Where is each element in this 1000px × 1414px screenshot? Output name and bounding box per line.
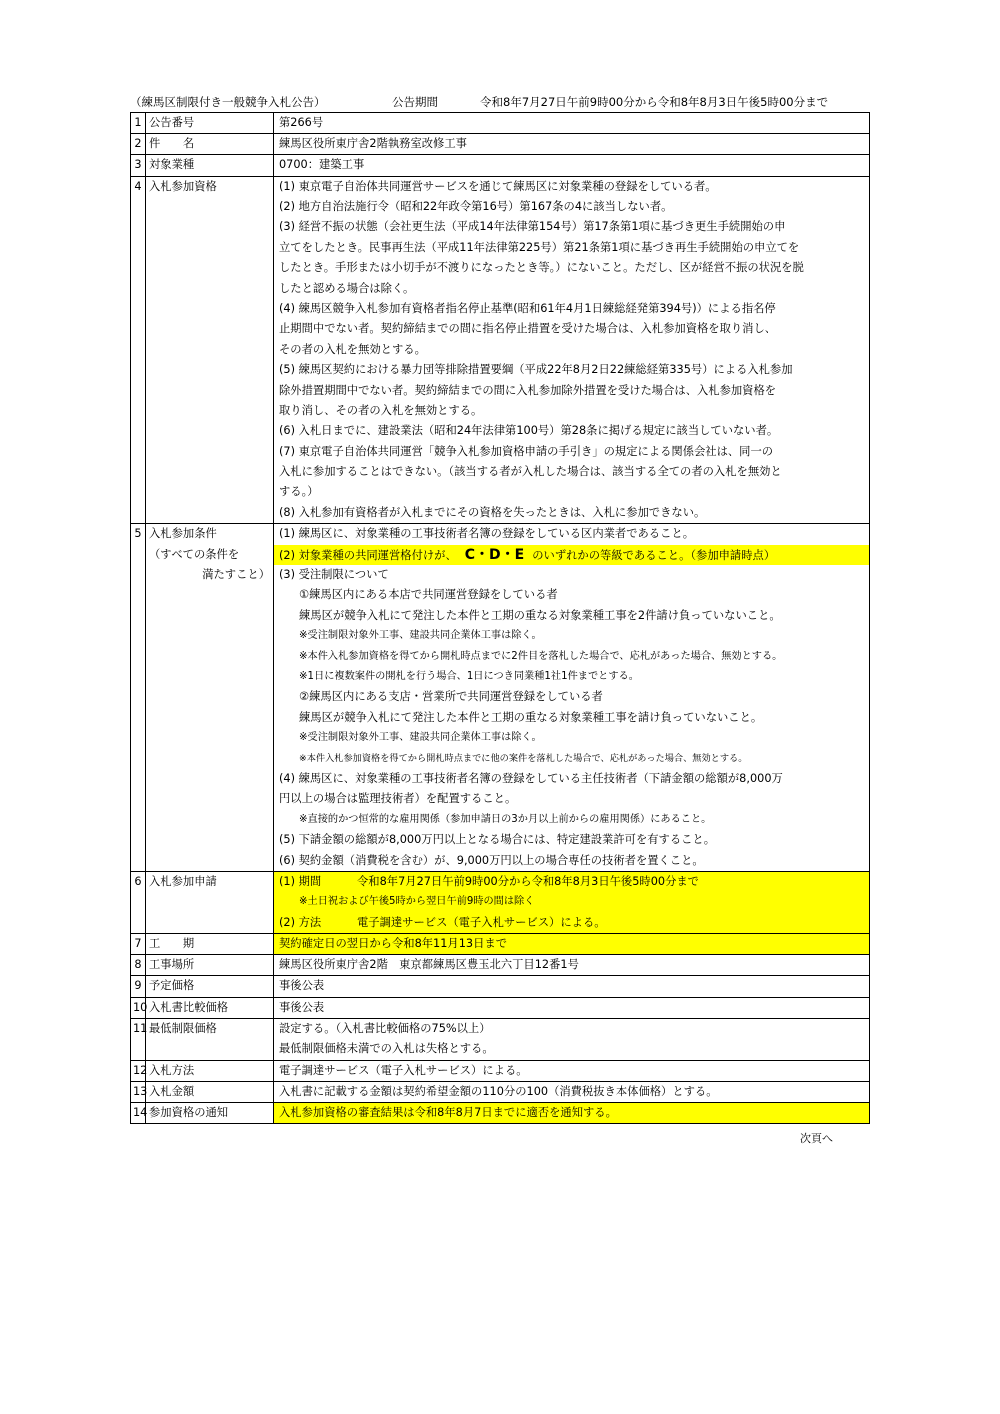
row-number: 6	[131, 871, 146, 933]
qualification-line: したとき。手形または小切手が不渡りになったとき等。）にないこと。ただし、区が経営不振の状況を脱	[279, 261, 804, 275]
row-value: 練馬区役所東庁舎2階 東京都練馬区豊玉北六丁目12番1号	[274, 955, 870, 976]
row-item: 入札方法	[146, 1060, 274, 1081]
table-row	[131, 524, 870, 872]
qualification-line: 止期間中でない者。契約締結までの間に指名停止措置を受けた場合は、入札参加資格を取り消し、	[279, 322, 777, 336]
condition-list	[274, 524, 870, 872]
notice-title: （練馬区制限付き一般競争入札公告）	[130, 95, 326, 109]
table-row	[131, 1081, 870, 1102]
application-method-label: (2) 方法	[279, 915, 322, 929]
row-value: 0700：建築工事	[274, 155, 870, 176]
min-price-line: 設定する。（入札書比較価格の75%以上）	[279, 1021, 491, 1035]
grade-condition	[274, 545, 869, 565]
table-row	[131, 934, 870, 955]
application-method	[279, 913, 864, 933]
condition-line: (5) 下請金額の総額が8,000万円以上となる場合には、特定建設業許可を有すること。	[279, 833, 716, 847]
row-item: 入札参加資格	[146, 176, 274, 524]
row-item: 対象業種	[146, 155, 274, 176]
row-number: 5	[131, 524, 146, 872]
row-item: 予定価格	[146, 976, 274, 997]
condition-line: (3) 受注制限について	[279, 568, 389, 582]
application-period	[279, 872, 864, 892]
condition-line: のいずれかの等級であること。（参加申請時点）	[532, 548, 776, 562]
condition-note: ※受注制限対象外工事、建設共同企業体工事は除く。	[299, 630, 542, 642]
row-value: 入札参加資格の審査結果は令和8年8月7日までに適否を通知する。	[274, 1103, 870, 1124]
row-number: 9	[131, 976, 146, 997]
table-row	[131, 1018, 870, 1060]
qualification-line: (1) 東京電子自治体共同運営サービスを通じて練馬区に対象業種の登録をしている者。	[279, 179, 717, 193]
row-number: 14	[131, 1103, 146, 1124]
row-item-note: 満たすこと）	[202, 568, 270, 582]
row-value: 契約確定日の翌日から令和8年11月13日まで	[274, 934, 870, 955]
notice-period-label: 公告期間	[392, 95, 438, 109]
row-item: 入札参加申請	[146, 871, 274, 933]
grade-value: C・D・E	[464, 546, 525, 563]
row-item: 工 期	[146, 934, 274, 955]
table-row	[131, 871, 870, 933]
row-value: 事後公表	[274, 997, 870, 1018]
qualification-line: したと認める場合は除く。	[279, 281, 415, 295]
row-number: 10	[131, 997, 146, 1018]
notice-period-value: 令和8年7月27日午前9時00分から令和8年8月3日午後5時00分まで	[480, 95, 829, 109]
qualification-line: (7) 東京電子自治体共同運営「競争入札参加資格申請の手引き」の規定による関係会社は、同一の	[279, 444, 774, 458]
row-item: 公告番号	[146, 113, 274, 134]
row-value: 電子調達サービス（電子入札サービス）による。	[274, 1060, 870, 1081]
row-item-note: （すべての条件を	[149, 547, 240, 561]
qualification-line: (3) 経営不振の状態（会社更生法（平成14年法律第154号）第17条第1項に基づき更生手続開始の申	[279, 220, 786, 234]
application-method-value: 電子調達サービス（電子入札サービス）による。	[357, 915, 606, 929]
application-details	[274, 871, 870, 933]
table-row	[131, 1060, 870, 1081]
row-number: 1	[131, 113, 146, 134]
qualification-line: する。）	[279, 485, 319, 499]
condition-line: 円以上の場合は監理技術者）を配置すること。	[279, 792, 517, 806]
qualification-line: 入札に参加することはできない。（該当する者が入札した場合は、該当する全ての者の入札を無効と	[279, 465, 782, 479]
qualification-line: (4) 練馬区競争入札参加有資格者指名停止基準(昭和61年4月1日練総経発第394号)）による指名停	[279, 301, 776, 315]
condition-line: (6) 契約金額（消費税を含む）が、9,000万円以上の場合専任の技術者を置くこと。	[279, 853, 704, 867]
row-item: 入札書比較価格	[146, 997, 274, 1018]
table-row	[131, 976, 870, 997]
next-page-note: 次頁へ	[800, 1132, 833, 1145]
application-note: ※土日祝および午後5時から翌日午前9時の間は除く	[299, 896, 535, 908]
condition-line: ①練馬区内にある本店で共同運営登録をしている者	[299, 588, 558, 602]
row-item	[146, 524, 274, 872]
notice-header	[130, 94, 870, 112]
condition-line: (2) 対象業種の共同運営格付けが、	[279, 548, 457, 562]
table-row	[131, 113, 870, 134]
qualification-line: (2) 地方自治法施行令（昭和22年政令第16号）第167条の4に該当しない者。	[279, 200, 673, 213]
row-value	[274, 1018, 870, 1060]
table-row	[131, 955, 870, 976]
table-row	[131, 155, 870, 176]
row-number: 4	[131, 176, 146, 524]
qualification-line: (8) 入札参加有資格者が入札までにその資格を失ったときは、入札に参加できない。	[279, 505, 706, 519]
row-number: 8	[131, 955, 146, 976]
table-row	[131, 134, 870, 155]
condition-note: ※1日に複数案件の開札を行う場合、1日につき同業種1社1件までとする。	[299, 670, 639, 682]
condition-line: 練馬区が競争入札にて発注した本件と工期の重なる対象業種工事を2件請け負っていないこと。	[299, 608, 781, 622]
condition-line-wrap	[279, 545, 864, 565]
table-row	[131, 1103, 870, 1124]
condition-line: ②練馬区内にある支店・営業所で共同運営登録をしている者	[299, 690, 603, 704]
row-number: 7	[131, 934, 146, 955]
qualification-list	[274, 176, 870, 524]
row-number: 11	[131, 1018, 146, 1060]
row-item: 件 名	[146, 134, 274, 155]
qualification-line: 立てをしたとき。民事再生法（平成11年法律第225号）第21条第1項に基づき再生手続開始の申立てを	[279, 240, 800, 254]
row-number: 2	[131, 134, 146, 155]
qualification-line: その者の入札を無効とする。	[279, 342, 426, 356]
condition-line: (1) 練馬区に、対象業種の工事技術者名簿の登録をしている区内業者であること。	[279, 527, 694, 541]
row-value: 第266号	[274, 113, 870, 134]
condition-line: (4) 練馬区に、対象業種の工事技術者名簿の登録をしている主任技術者（下請金額の総額が8,000万	[279, 771, 783, 785]
qualification-line: 取り消し、その者の入札を無効とする。	[279, 403, 483, 417]
row-value: 事後公表	[274, 976, 870, 997]
application-period-label: (1) 期間	[279, 874, 322, 888]
min-price-line: 最低制限価格未満での入札は失格とする。	[279, 1042, 494, 1056]
row-number: 3	[131, 155, 146, 176]
condition-note: ※直接的かつ恒常的な雇用関係（参加申請日の3か月以上前からの雇用関係）にあること。	[299, 813, 712, 825]
row-number: 13	[131, 1081, 146, 1102]
condition-note: ※本件入札参加資格を得てから開札時点までに2件目を落札した場合で、応札があった場合、無効とする。	[299, 650, 783, 662]
table-row	[131, 176, 870, 524]
notice-table	[130, 112, 870, 1124]
condition-note: ※受注制限対象外工事、建設共同企業体工事は除く。	[299, 732, 542, 744]
row-value: 入札書に記載する金額は契約希望金額の110分の100（消費税抜き本体価格）とする。	[274, 1081, 870, 1102]
row-item: 最低制限価格	[146, 1018, 274, 1060]
qualification-line: 除外措置期間中でない者。契約締結までの間に入札参加除外措置を受けた場合は、入札参加資格を	[279, 383, 777, 397]
application-period-value: 令和8年7月27日午前9時00分から令和8年8月3日午後5時00分まで	[357, 874, 699, 888]
row-value: 練馬区役所東庁舎2階執務室改修工事	[274, 134, 870, 155]
row-number: 12	[131, 1060, 146, 1081]
row-item: 入札金額	[146, 1081, 274, 1102]
row-item: 工事場所	[146, 955, 274, 976]
table-row	[131, 997, 870, 1018]
qualification-line: (6) 入札日までに、建設業法（昭和24年法律第100号）第28条に掲げる規定に該当していない者。	[279, 424, 779, 438]
row-item-label: 入札参加条件	[149, 527, 217, 541]
qualification-line: (5) 練馬区契約における暴力団等排除措置要綱（平成22年8月2日22練総経第335号）による入札参加	[279, 363, 793, 377]
condition-note: ※本件入札参加資格を得てから開札時点までに他の案件を落札した場合で、応札があった場合、無効とする。	[299, 752, 748, 764]
row-item: 参加資格の通知	[146, 1103, 274, 1124]
condition-line: 練馬区が競争入札にて発注した本件と工期の重なる対象業種工事を請け負っていないこと。	[299, 710, 763, 724]
